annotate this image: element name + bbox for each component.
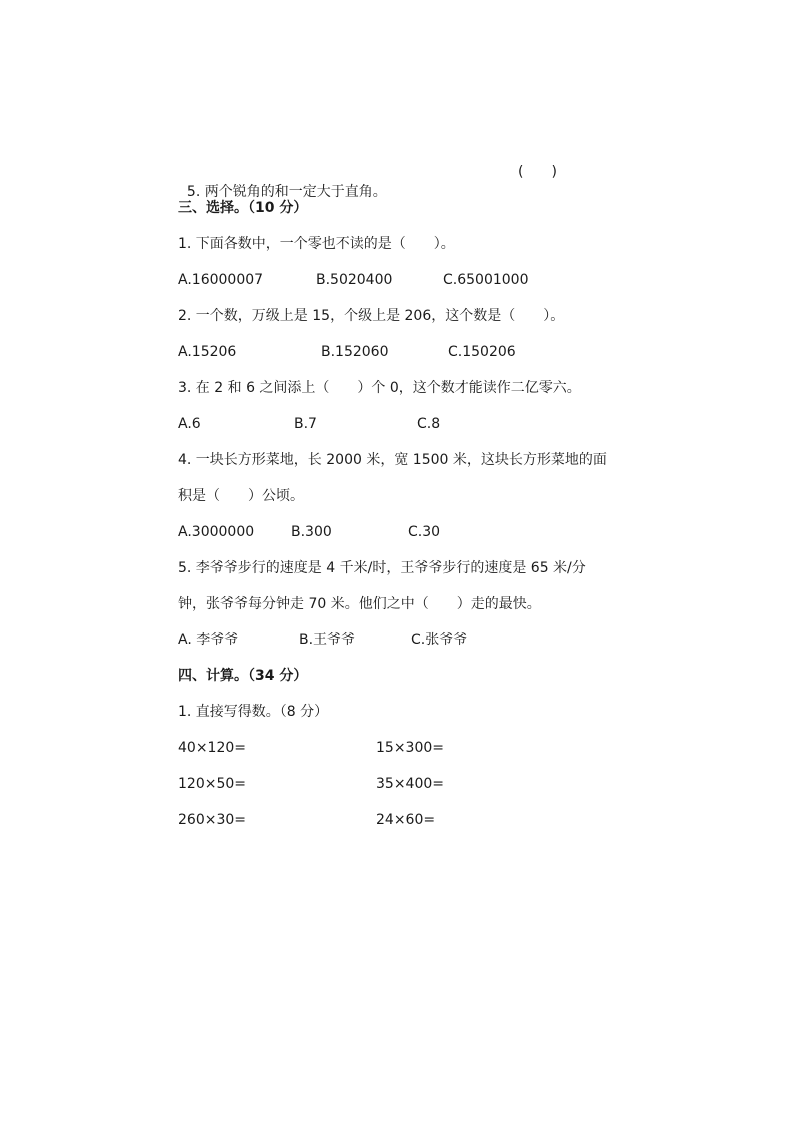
choice-question-5-line-2: 钟，张爷爷每分钟走 70 米。他们之中（ ）走的最快。 — [178, 596, 541, 612]
calc-problem: 24×60= — [376, 812, 436, 828]
option-a: A.16000007 — [178, 272, 264, 288]
option-c: C.张爷爷 — [411, 632, 468, 648]
choice-question-4-line-1: 4. 一块长方形菜地，长 2000 米，宽 1500 米，这块长方形菜地的面 — [178, 452, 607, 468]
answer-bracket: ( ) — [518, 164, 557, 180]
choice-question-1: 1. 下面各数中，一个零也不读的是（ ）。 — [178, 236, 455, 252]
option-b: B.300 — [291, 524, 332, 540]
choice-question-5-line-1: 5. 李爷爷步行的速度是 4 千米/时，王爷爷步行的速度是 65 米/分 — [178, 560, 586, 576]
calc-problem: 35×400= — [376, 776, 444, 792]
calculation-subtitle: 1. 直接写得数。（8 分） — [178, 704, 329, 720]
option-c: C.8 — [417, 416, 441, 432]
option-a: A.3000000 — [178, 524, 255, 540]
section-title-choice: 三、选择。（10 分） — [178, 200, 308, 216]
choice-question-4-line-2: 积是（ ）公顷。 — [178, 488, 304, 504]
calc-problem: 40×120= — [178, 740, 246, 756]
option-b: B.152060 — [321, 344, 389, 360]
question-text: 5. 两个锐角的和一定大于直角。 — [186, 184, 387, 200]
option-c: C.150206 — [448, 344, 516, 360]
option-a: A.6 — [178, 416, 201, 432]
choice-question-2: 2. 一个数，万级上是 15，个级上是 206，这个数是（ ）。 — [178, 308, 565, 324]
option-b: B.王爷爷 — [299, 632, 356, 648]
judgment-question-5 — [178, 162, 387, 200]
option-c: C.65001000 — [443, 272, 529, 288]
choice-question-3: 3. 在 2 和 6 之间添上（ ）个 0，这个数才能读作二亿零六。 — [178, 380, 581, 396]
calc-problem: 120×50= — [178, 776, 246, 792]
option-a: A.15206 — [178, 344, 237, 360]
calc-problem: 260×30= — [178, 812, 246, 828]
option-b: B.7 — [294, 416, 317, 432]
calc-problem: 15×300= — [376, 740, 444, 756]
option-b: B.5020400 — [316, 272, 393, 288]
option-a: A. 李爷爷 — [178, 632, 239, 648]
section-title-calculation: 四、计算。（34 分） — [178, 668, 308, 684]
option-c: C.30 — [408, 524, 441, 540]
